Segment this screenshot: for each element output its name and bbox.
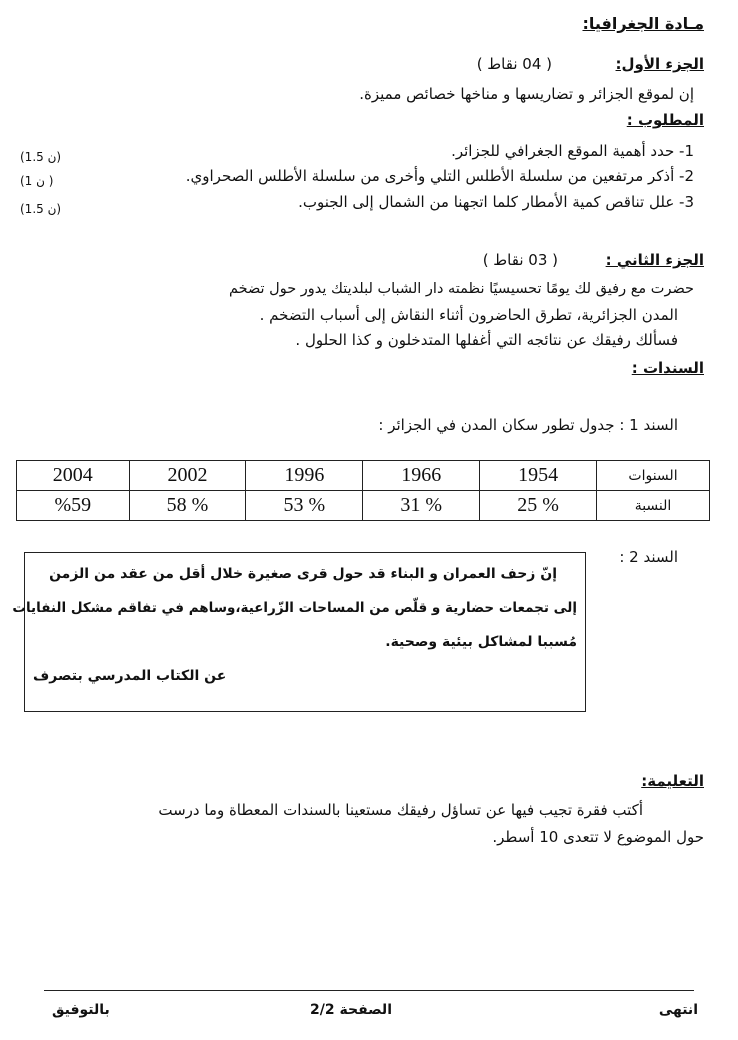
row-header-years: السنوات <box>597 461 710 491</box>
table-cell: % 31 <box>363 491 480 521</box>
table-cell: % 25 <box>480 491 597 521</box>
table-cell: 1966 <box>363 461 480 491</box>
table-row <box>17 491 710 521</box>
table-cell: 2002 <box>129 461 246 491</box>
doc2-source: عن الكتاب المدرسي بتصرف <box>33 668 227 684</box>
urban-population-table <box>16 460 710 521</box>
table-cell: 1954 <box>480 461 597 491</box>
part1-intro: إن لموقع الجزائر و تضاريسها و مناخها خصائص مميزة. <box>359 85 694 103</box>
part2-points: ( 03 نقاط ) <box>482 251 558 269</box>
table-cell: % 53 <box>246 491 363 521</box>
part2-line-3: فسألك رفيقك عن نتائجه التي أغفلها المتدخلون و كذا الحلول . <box>295 331 678 349</box>
part2-line-2: المدن الجزائرية، تطرق الحاضرون أثناء النقاش إلى أسباب التضخم . <box>259 306 678 324</box>
part1-points: ( 04 نقاط ) <box>476 55 552 73</box>
part2-title: الجزء الثاني : <box>605 251 704 269</box>
subject-title: مـادة الجغرافيا: <box>582 14 704 33</box>
doc2-text-box <box>12 552 586 712</box>
table-cell: % 58 <box>129 491 246 521</box>
instruction-label: التعليمة: <box>641 772 704 790</box>
part2-line-1: حضرت مع رفيق لك يومًا تحسيسيًا نظمته دار الشباب لبلديتك يدور حول تضخم <box>228 281 694 297</box>
doc2-line-1: إنّ زحف العمران و البناء قد حول قرى صغيرة خلال أقل من عقد من الزمن <box>49 566 557 582</box>
table-cell: %59 <box>17 491 130 521</box>
question-3: 3- علل تناقص كمية الأمطار كلما اتجهنا من الشمال إلى الجنوب. <box>298 193 694 211</box>
question-1: 1- حدد أهمية الموقع الجغرافي للجزائر. <box>451 142 694 160</box>
instruction-line-1: أكتب فقرة تجيب فيها عن تساؤل رفيقك مستعينا بالسندات المعطاة وما درست <box>158 801 643 819</box>
doc1-title: السند 1 : جدول تطور سكان المدن في الجزائر : <box>378 416 678 434</box>
doc2-line-2: إلى تجمعات حضارية و قلّص من المساحات الزّراعية،وساهم في تفاقم مشكل النفايات <box>12 600 577 616</box>
doc2-label: السند 2 : <box>619 548 678 566</box>
instruction-line-2: حول الموضوع لا تتعدى 10 أسطر. <box>492 828 704 846</box>
part1-title: الجزء الأول: <box>615 55 704 73</box>
footer-divider <box>44 990 694 991</box>
doc2-line-3: مُسببا لمشاكل بيئية وصحية. <box>385 634 577 650</box>
documents-label: السندات : <box>631 359 704 377</box>
footer-page: الصفحة 2/2 <box>310 1002 392 1018</box>
question-2: 2- أذكر مرتفعين من سلسلة الأطلس التلي وأخرى من سلسلة الأطلس الصحراوي. <box>185 167 694 185</box>
footer-end: انتهى <box>658 1002 698 1018</box>
table-cell: 1996 <box>246 461 363 491</box>
question-1-mark: (1.5 ن) <box>20 150 62 164</box>
question-3-mark: (1.5 ن) <box>20 202 62 216</box>
table-cell: 2004 <box>17 461 130 491</box>
table-row <box>17 461 710 491</box>
row-header-percent: النسبة <box>597 491 710 521</box>
footer-good-luck: بالتوفيق <box>52 1002 110 1018</box>
required-label: المطلوب : <box>626 111 704 129</box>
question-2-mark: (1 ن ) <box>20 174 54 188</box>
